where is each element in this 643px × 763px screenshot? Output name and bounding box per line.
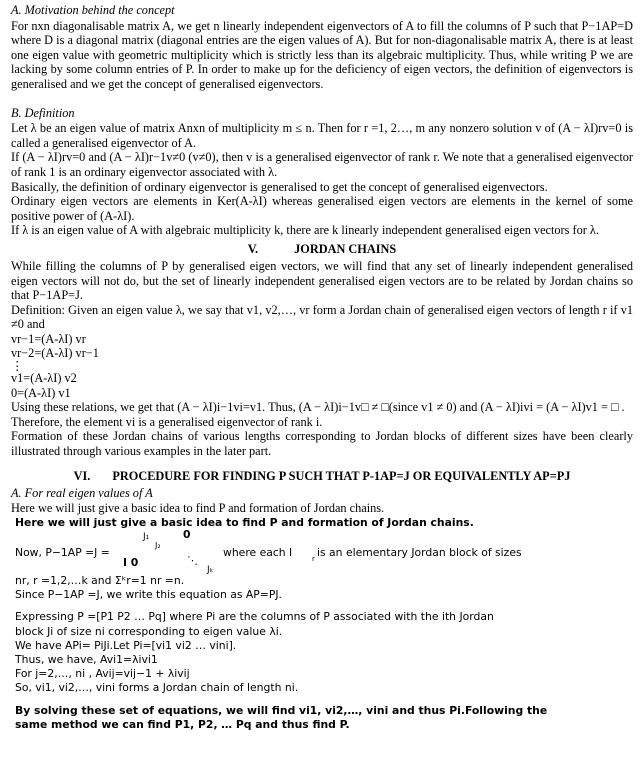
procedure-line: Thus, we have, Avi1=λivi1 — [15, 653, 158, 667]
section-b — [11, 106, 633, 238]
jordan-rank: Therefore, the element vi is a generalised eigenvector of rank i. — [11, 414, 323, 429]
definition-line: If λ is an eigen value of A with algebraic multiplicity k, there are k linearly independent generalised eigen vectors for λ. — [11, 223, 599, 238]
chain-line: v1=(A-λI) v2 — [11, 371, 77, 386]
section-a — [11, 3, 633, 92]
procedure-line: same method we can find P1, P2, … Pq and thus find P. — [15, 717, 350, 731]
section-a-paragraph: For nxn diagonalisable matrix A, we get n linearly independent eigenvectors of A to fill the columns of P such that P−1AP=D where D is a diagonal matrix (diagonal entries are the eigen values of A). But for non-diagonalisable matrix A, there is at least one eigen value with geometric multiplicity which is strictly less than its algebraic multiplicity. Thus, while writing P we are lacking by some column entries of P. In order to make up for the deficiency of eigen vectors, the definition of eigenvectors is generalised and we get the concept of generalised eigenvectors. — [11, 18, 633, 91]
eq-zero-top: 0 — [183, 528, 191, 542]
eq-where-rest: is an elementary Jordan block of sizes — [317, 546, 522, 560]
jordan-paragraph: While filling the columns of P by generalised eigen vectors, we will find that any set of linearly independent generalised eigen vectors will not do, but the set of linearly independent generalised eigen vectors are to be related by Jordan chains so that P−1AP=J. — [11, 258, 633, 303]
procedure-line: Since P−1AP =J, we write this equation as AP=PJ. — [15, 588, 282, 602]
eq-dots: ⋱ — [187, 554, 198, 568]
procedure-block — [11, 516, 633, 732]
section-v-heading — [11, 242, 633, 257]
section-vi — [11, 486, 633, 516]
section-v — [11, 259, 633, 459]
definition-line: Ordinary eigen vectors are elements in Ker(A-λI) whereas generalised eigen vectors are elements in the kernel of some positive power of (A-λI). — [11, 194, 633, 223]
section-b-heading: B. Definition — [11, 105, 75, 120]
eq-j2: J₂ — [155, 541, 161, 551]
eq-where-sub: r — [312, 555, 315, 564]
chain-vdots: ⋮ — [11, 359, 24, 374]
jordan-matrix-equation — [15, 530, 633, 574]
procedure-line: So, vi1, vi2,…, vini forms a Jordan chain of length ni. — [15, 681, 299, 695]
section-vi-number: VI. — [73, 468, 91, 483]
document-page — [11, 3, 633, 732]
jordan-formation: Formation of these Jordan chains of various lengths corresponding to Jordan blocks of different sizes have been clearly illustrated through various examples in the later part. — [11, 429, 633, 459]
eq-now: Now, P−1AP =J = — [15, 546, 110, 560]
section-vi-heading — [11, 469, 633, 484]
definition-line: Let λ be an eigen value of matrix Anxn of multiplicity m ≤ n. Then for r =1, 2…, m any nonzero solution v of (A − λI)rv=0 is called a generalised eigenvector of A. — [11, 121, 633, 150]
section-vi-intro: Here we will just give a basic idea to find P and formation of Jordan chains. — [11, 501, 385, 516]
procedure-line: Expressing P =[P1 P2 … Pq] where Pi are the columns of P associated with the ith Jordan — [15, 610, 494, 624]
procedure-intro: Here we will just give a basic idea to find P and formation of Jordan chains. — [15, 515, 474, 529]
procedure-line: block Ji of size ni corresponding to eigen value λi. — [15, 624, 283, 638]
definition-line: If (A − λI)rv=0 and (A − λI)r−1v≠0 (v≠0), then v is a generalised eigenvector of rank r. We note that a generalised eigenvector of rank 1 is an ordinary eigenvector associated with λ. — [11, 150, 633, 179]
section-vi-subheading: A. For real eigen values of A — [11, 485, 153, 500]
section-vi-title: PROCEDURE FOR FINDING P SUCH THAT P-1AP=J OR EQUIVALENTLY AP=PJ — [112, 468, 571, 483]
section-a-heading: A. Motivation behind the concept — [11, 3, 175, 17]
eq-jk: Jₖ — [207, 565, 214, 576]
jordan-relations: Using these relations, we get that (A − λI)i−1vi=v1. Thus, (A − λI)i−1v□ ≠ □(since v1 ≠ 0) and (A − λI)ivi = (A − λI)v1 = □ . — [11, 400, 625, 415]
eq-j1: J₁ — [143, 532, 150, 543]
chain-line: vr−1=(A-λI) vr — [11, 331, 86, 346]
section-v-number: V. — [247, 241, 259, 256]
eq-zero-left: I 0 — [123, 556, 139, 570]
chain-line: vr−2=(A-λI) vr−1 — [11, 346, 99, 361]
definition-line: Basically, the definition of ordinary eigenvector is generalised to get the concept of generalised eigenvectors. — [11, 179, 548, 194]
chain-line: 0=(A-λI) v1 — [11, 385, 71, 400]
eq-where: where each I — [223, 546, 293, 560]
procedure-line: For j=2,…, ni , Avij=vij−1 + λivij — [15, 667, 190, 681]
procedure-line: By solving these set of equations, we will find vi1, vi2,…, vini and thus Pi.Following the — [15, 703, 548, 717]
procedure-line: nr, r =1,2,…k and Σᵏr=1 nr =n. — [15, 574, 185, 588]
section-v-title: JORDAN CHAINS — [294, 241, 397, 256]
procedure-line: We have APi= PiJi.Let Pi=[vi1 vi2 … vini]. — [15, 638, 237, 652]
jordan-definition: Definition: Given an eigen value λ, we say that v1, v2,…, vr form a Jordan chain of generalised eigen vectors of length r if v1 ≠0 and — [11, 302, 633, 332]
